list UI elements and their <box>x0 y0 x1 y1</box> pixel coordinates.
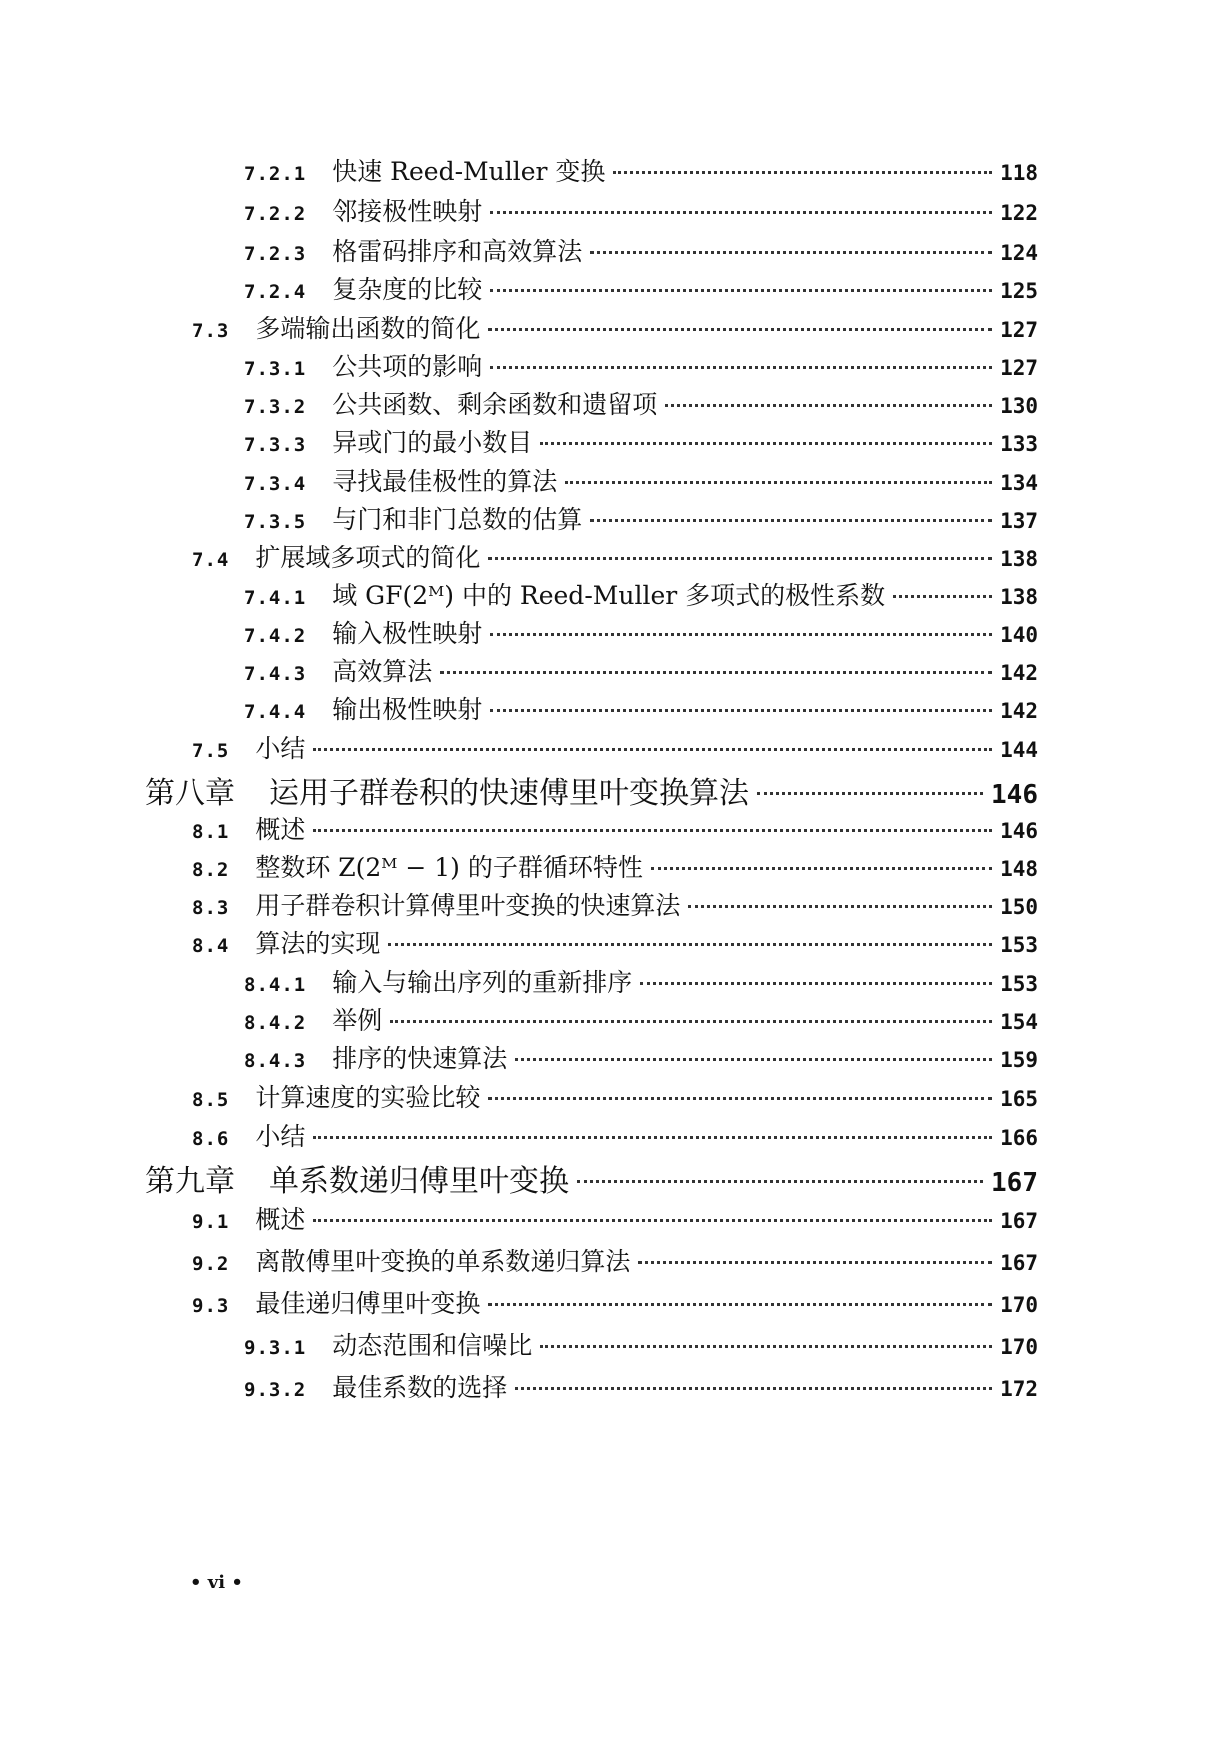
dot-leader <box>613 171 992 174</box>
toc-section-number: 8.5 <box>192 1089 230 1111</box>
toc-section-entry <box>244 462 1038 498</box>
dot-leader <box>313 829 992 832</box>
toc-section-number: 7.3.2 <box>244 396 307 418</box>
toc-section-number: 7.4.3 <box>244 663 307 685</box>
dot-leader <box>515 1058 992 1061</box>
toc-page-number: 170 <box>1000 1293 1038 1317</box>
toc-section-entry <box>244 1001 1038 1037</box>
toc-section-number: 9.3.2 <box>244 1379 307 1401</box>
toc-page-number: 133 <box>1000 432 1038 456</box>
toc-section-number: 8.6 <box>192 1128 230 1150</box>
toc-section-entry <box>192 1078 1038 1114</box>
toc-section-number: 7.2.2 <box>244 203 307 225</box>
toc-section-number: 8.2 <box>192 859 230 881</box>
toc-section-number: 9.3 <box>192 1295 230 1317</box>
toc-section-title: 最佳系数的选择 <box>332 1373 508 1402</box>
dot-leader <box>590 519 992 522</box>
dot-leader <box>565 481 992 484</box>
toc-section-entry <box>244 152 1038 188</box>
dot-leader <box>490 709 992 712</box>
toc-page-number: 172 <box>1000 1377 1038 1401</box>
toc-section-title: 扩展域多项式的简化 <box>255 543 481 572</box>
toc-section-entry <box>244 576 1038 612</box>
toc-section-title: 寻找最佳极性的算法 <box>332 467 558 496</box>
toc-section-title: 离散傅里叶变换的单系数递归算法 <box>255 1247 631 1276</box>
toc-section-title: 动态范围和信噪比 <box>332 1331 533 1360</box>
toc-section-entry <box>244 652 1038 688</box>
toc-section-number: 7.4.1 <box>244 587 307 609</box>
toc-section-number: 第九章 <box>145 1164 235 1199</box>
dot-leader <box>638 1261 992 1264</box>
dot-leader <box>515 1387 992 1390</box>
dot-leader <box>490 211 992 214</box>
toc-section-number: 8.4.1 <box>244 974 307 996</box>
toc-section-title: 单系数递归傅里叶变换 <box>269 1164 569 1199</box>
dot-leader <box>577 1180 983 1183</box>
toc-section-title: 高效算法 <box>332 657 433 686</box>
dot-leader <box>313 1219 992 1222</box>
dot-leader <box>540 1345 992 1348</box>
toc-page-number: 125 <box>1000 279 1038 303</box>
toc-page-number: 118 <box>1000 161 1038 185</box>
dot-leader <box>313 1136 992 1139</box>
toc-section-entry <box>192 924 1038 960</box>
toc-page-number: 142 <box>1000 699 1038 723</box>
toc-section-title: 排序的快速算法 <box>332 1044 508 1073</box>
toc-page-number: 134 <box>1000 471 1038 495</box>
toc-section-title: 小结 <box>255 734 306 763</box>
toc-section-number: 7.4.4 <box>244 701 307 723</box>
toc-page-number: 153 <box>1000 972 1038 996</box>
toc-section-number: 7.4.2 <box>244 625 307 647</box>
toc-page-number: 146 <box>991 780 1038 810</box>
toc-section-entry <box>244 1039 1038 1075</box>
toc-section-number: 9.2 <box>192 1253 230 1275</box>
toc-section-title: 公共项的影响 <box>332 352 483 381</box>
toc-page-number: 140 <box>1000 623 1038 647</box>
toc-section-number: 9.1 <box>192 1211 230 1233</box>
toc-page-number: 144 <box>1000 738 1038 762</box>
toc-section-number: 7.3.4 <box>244 473 307 495</box>
dot-leader <box>488 328 992 331</box>
toc-section-title: 公共函数、剩余函数和遗留项 <box>332 390 658 419</box>
toc-section-entry <box>244 614 1038 650</box>
toc-section-number: 8.1 <box>192 821 230 843</box>
dot-leader <box>488 1303 992 1306</box>
toc-page-number: 159 <box>1000 1048 1038 1072</box>
toc-section-title: 输出极性映射 <box>332 695 483 724</box>
toc-section-number: 8.4.3 <box>244 1050 307 1072</box>
toc-chapter-entry <box>145 1156 1038 1200</box>
toc-section-entry <box>244 690 1038 726</box>
toc-section-title: 域 GF(2ᴹ) 中的 Reed-Muller 多项式的极性系数 <box>332 581 886 610</box>
toc-section-entry <box>244 270 1038 306</box>
dot-leader <box>688 905 992 908</box>
toc-section-number: 7.3.3 <box>244 434 307 456</box>
dot-leader <box>490 289 992 292</box>
toc-section-entry <box>192 538 1038 574</box>
toc-page-number: 154 <box>1000 1010 1038 1034</box>
toc-page-number: 127 <box>1000 356 1038 380</box>
toc-section-title: 用子群卷积计算傅里叶变换的快速算法 <box>255 891 681 920</box>
toc-page-number: 167 <box>1000 1209 1038 1233</box>
toc-section-title: 快速 Reed-Muller 变换 <box>332 157 606 186</box>
dot-leader <box>390 1020 992 1023</box>
toc-section-entry <box>244 963 1038 999</box>
toc-section-title: 异或门的最小数目 <box>332 428 533 457</box>
toc-section-number: 8.4 <box>192 935 230 957</box>
toc-section-title: 运用子群卷积的快速傅里叶变换算法 <box>269 776 749 811</box>
toc-page-number: 148 <box>1000 857 1038 881</box>
toc-section-entry <box>192 729 1038 765</box>
toc-page-number: 130 <box>1000 394 1038 418</box>
toc-page-number: 138 <box>1000 547 1038 571</box>
toc-section-entry <box>244 1326 1038 1362</box>
dot-leader <box>665 404 992 407</box>
toc-page-number: 142 <box>1000 661 1038 685</box>
toc-section-number: 7.2.1 <box>244 163 307 185</box>
dot-leader <box>757 792 983 795</box>
toc-section-entry <box>244 232 1038 268</box>
toc-section-number: 第八章 <box>145 776 235 811</box>
dot-leader <box>440 671 992 674</box>
toc-page-number: 146 <box>1000 819 1038 843</box>
toc-section-title: 输入与输出序列的重新排序 <box>332 968 633 997</box>
toc-page-number: 153 <box>1000 933 1038 957</box>
page-number-footer: • vi • <box>190 1572 243 1593</box>
toc-page-number: 167 <box>1000 1251 1038 1275</box>
toc-page-number: 138 <box>1000 585 1038 609</box>
dot-leader <box>488 1097 992 1100</box>
toc-section-number: 7.3.1 <box>244 358 307 380</box>
dot-leader <box>640 982 992 985</box>
toc-section-title: 与门和非门总数的估算 <box>332 505 583 534</box>
toc-section-number: 7.3 <box>192 320 230 342</box>
toc-section-number: 9.3.1 <box>244 1337 307 1359</box>
toc-section-entry <box>244 423 1038 459</box>
toc-page-number: 122 <box>1000 201 1038 225</box>
dot-leader <box>388 943 992 946</box>
toc-section-entry <box>192 1242 1038 1278</box>
toc-section-entry <box>244 347 1038 383</box>
toc-section-entry <box>192 886 1038 922</box>
dot-leader <box>313 748 992 751</box>
toc-section-entry <box>192 848 1038 884</box>
toc-section-title: 格雷码排序和高效算法 <box>332 237 583 266</box>
toc-section-entry <box>192 810 1038 846</box>
toc-page-number: 150 <box>1000 895 1038 919</box>
toc-section-title: 算法的实现 <box>255 929 381 958</box>
toc-section-entry <box>244 500 1038 536</box>
toc-section-number: 7.4 <box>192 549 230 571</box>
toc-section-title: 邻接极性映射 <box>332 197 483 226</box>
toc-section-entry <box>192 1117 1038 1153</box>
toc-page-number: 165 <box>1000 1087 1038 1111</box>
toc-page-number: 127 <box>1000 318 1038 342</box>
toc-section-entry <box>192 1284 1038 1320</box>
dot-leader <box>893 595 992 598</box>
toc-section-title: 举例 <box>332 1006 383 1035</box>
toc-chapter-entry <box>145 768 1038 812</box>
dot-leader <box>490 633 992 636</box>
toc-section-title: 概述 <box>255 815 306 844</box>
toc-section-entry <box>192 309 1038 345</box>
toc-page-number: 170 <box>1000 1335 1038 1359</box>
toc-section-title: 小结 <box>255 1122 306 1151</box>
toc-section-entry <box>192 1200 1038 1236</box>
toc-section-entry <box>244 192 1038 228</box>
dot-leader <box>651 867 992 870</box>
toc-section-entry <box>244 1368 1038 1404</box>
toc-section-title: 整数环 Z(2ᴹ − 1) 的子群循环特性 <box>255 853 643 882</box>
toc-section-number: 8.3 <box>192 897 230 919</box>
toc-section-number: 7.2.4 <box>244 281 307 303</box>
toc-section-title: 计算速度的实验比较 <box>255 1083 481 1112</box>
toc-section-title: 输入极性映射 <box>332 619 483 648</box>
dot-leader <box>490 366 992 369</box>
toc-section-title: 概述 <box>255 1205 306 1234</box>
dot-leader <box>488 557 992 560</box>
toc-page-number: 137 <box>1000 509 1038 533</box>
dot-leader <box>590 251 992 254</box>
toc-section-title: 多端输出函数的简化 <box>255 314 481 343</box>
toc-section-entry <box>244 385 1038 421</box>
toc-section-title: 复杂度的比较 <box>332 275 483 304</box>
toc-section-number: 8.4.2 <box>244 1012 307 1034</box>
toc-section-number: 7.3.5 <box>244 511 307 533</box>
toc-page-number: 124 <box>1000 241 1038 265</box>
toc-section-number: 7.5 <box>192 740 230 762</box>
toc-page-number: 166 <box>1000 1126 1038 1150</box>
toc-section-title: 最佳递归傅里叶变换 <box>255 1289 481 1318</box>
dot-leader <box>540 442 992 445</box>
toc-section-number: 7.2.3 <box>244 243 307 265</box>
toc-page-number: 167 <box>991 1168 1038 1198</box>
